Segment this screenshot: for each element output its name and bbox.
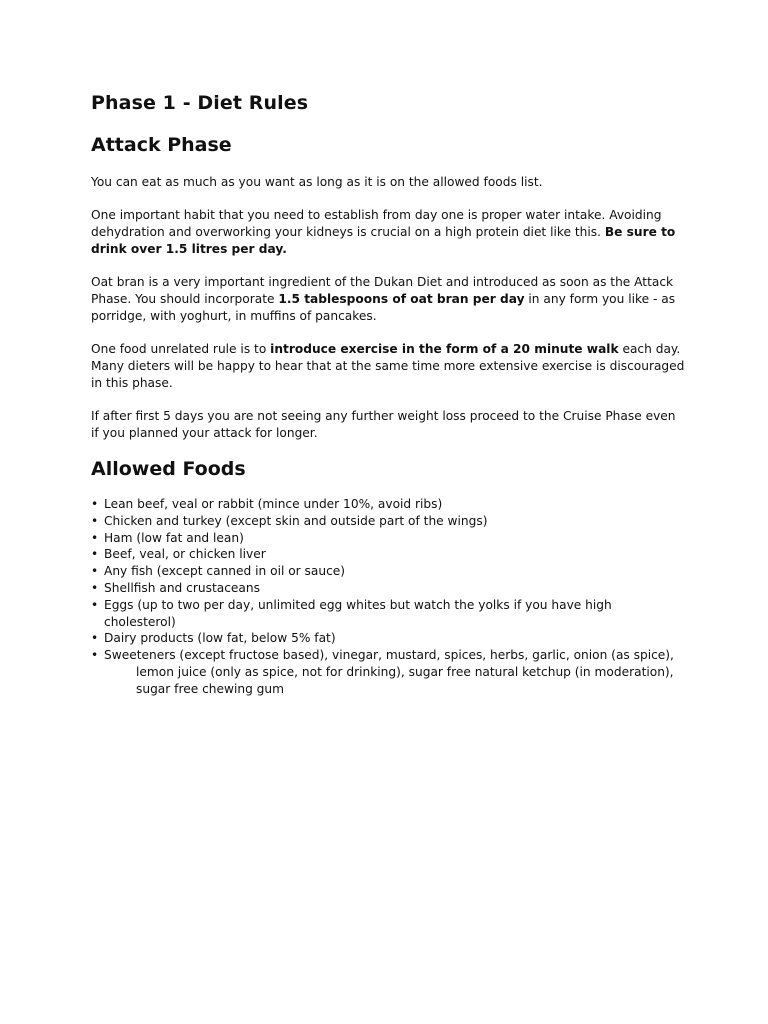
exercise-text-pre: One food unrelated rule is to (91, 342, 271, 357)
bullet-icon: • (91, 581, 99, 596)
list-item (91, 647, 687, 697)
list-item (91, 580, 687, 597)
bullet-icon: • (91, 497, 99, 512)
bullet-icon: • (91, 631, 99, 646)
list-item (91, 597, 687, 631)
list-item (91, 546, 687, 563)
oat-bran-text-pre: Oat bran is a very important ingredient of the Dukan Diet and introduced as soon as the Attack Phase. You should incorporate (91, 275, 674, 306)
paragraph-water-intake (91, 207, 687, 257)
oat-bran-emphasis: 1.5 tablespoons of oat bran per day (278, 291, 525, 306)
list-item-text-continued: lemon juice (only as spice, not for drinking), sugar free natural ketchup (in moderation), (136, 665, 674, 680)
list-item-text: Sweeteners (except fructose based), vinegar, mustard, spices, herbs, garlic, onion (as spice), (104, 648, 674, 663)
attack-phase-heading: Attack Phase (91, 134, 232, 156)
bullet-icon: • (91, 648, 99, 663)
page-title: Phase 1 - Diet Rules (91, 92, 309, 114)
bullet-icon: • (91, 564, 99, 579)
bullet-icon: • (91, 513, 99, 528)
list-item (91, 530, 687, 547)
paragraph-cruise-phase: If after first 5 days you are not seeing any further weight loss proceed to the Cruise Phase even if you planned your attack for longer. (91, 408, 676, 440)
exercise-text-post: each day. Many dieters will be happy to hear that at the same time more extensive exercise is discouraged in this phase. (91, 342, 685, 390)
water-intake-text: One important habit that you need to establish from day one is proper water intake. Avoiding dehydration and overworking your kidneys is crucial on a high protein diet like this. (91, 208, 662, 240)
document-page (91, 92, 687, 698)
list-item-text: Dairy products (low fat, below 5% fat) (104, 631, 336, 646)
allowed-foods-heading: Allowed Foods (91, 458, 246, 481)
paragraph-allowed-foods-rule: You can eat as much as you want as long as it is on the allowed foods list. (91, 175, 543, 189)
water-intake-emphasis: Be sure to drink over 1.5 litres per day. (91, 225, 676, 256)
bullet-icon: • (91, 530, 99, 545)
list-item (91, 563, 687, 580)
list-item-text-continued: sugar free chewing gum (136, 681, 285, 696)
oat-bran-text-post: in any form you like - as porridge, with yoghurt, in muffins of pancakes. (91, 291, 676, 323)
list-item-text: Shellfish and crustaceans (104, 581, 260, 596)
list-item (91, 496, 687, 513)
list-item (91, 630, 687, 647)
bullet-icon: • (91, 547, 99, 562)
paragraph-oat-bran (91, 274, 687, 324)
list-item-text: Eggs (up to two per day, unlimited egg whites but watch the yolks if you have high cholesterol) (104, 597, 612, 629)
list-item-text: Lean beef, veal or rabbit (mince under 10%, avoid ribs) (104, 497, 443, 512)
list-item-text: Beef, veal, or chicken liver (104, 547, 266, 562)
list-item-text: Ham (low fat and lean) (104, 530, 244, 545)
list-item-text: Any fish (except canned in oil or sauce) (104, 564, 346, 579)
list-item-text: Chicken and turkey (except skin and outside part of the wings) (104, 513, 488, 528)
bullet-icon: • (91, 597, 99, 612)
allowed-foods-list (91, 496, 687, 698)
list-item (91, 513, 687, 530)
exercise-emphasis: introduce exercise in the form of a 20 minute walk (270, 342, 619, 357)
paragraph-exercise (91, 341, 687, 391)
